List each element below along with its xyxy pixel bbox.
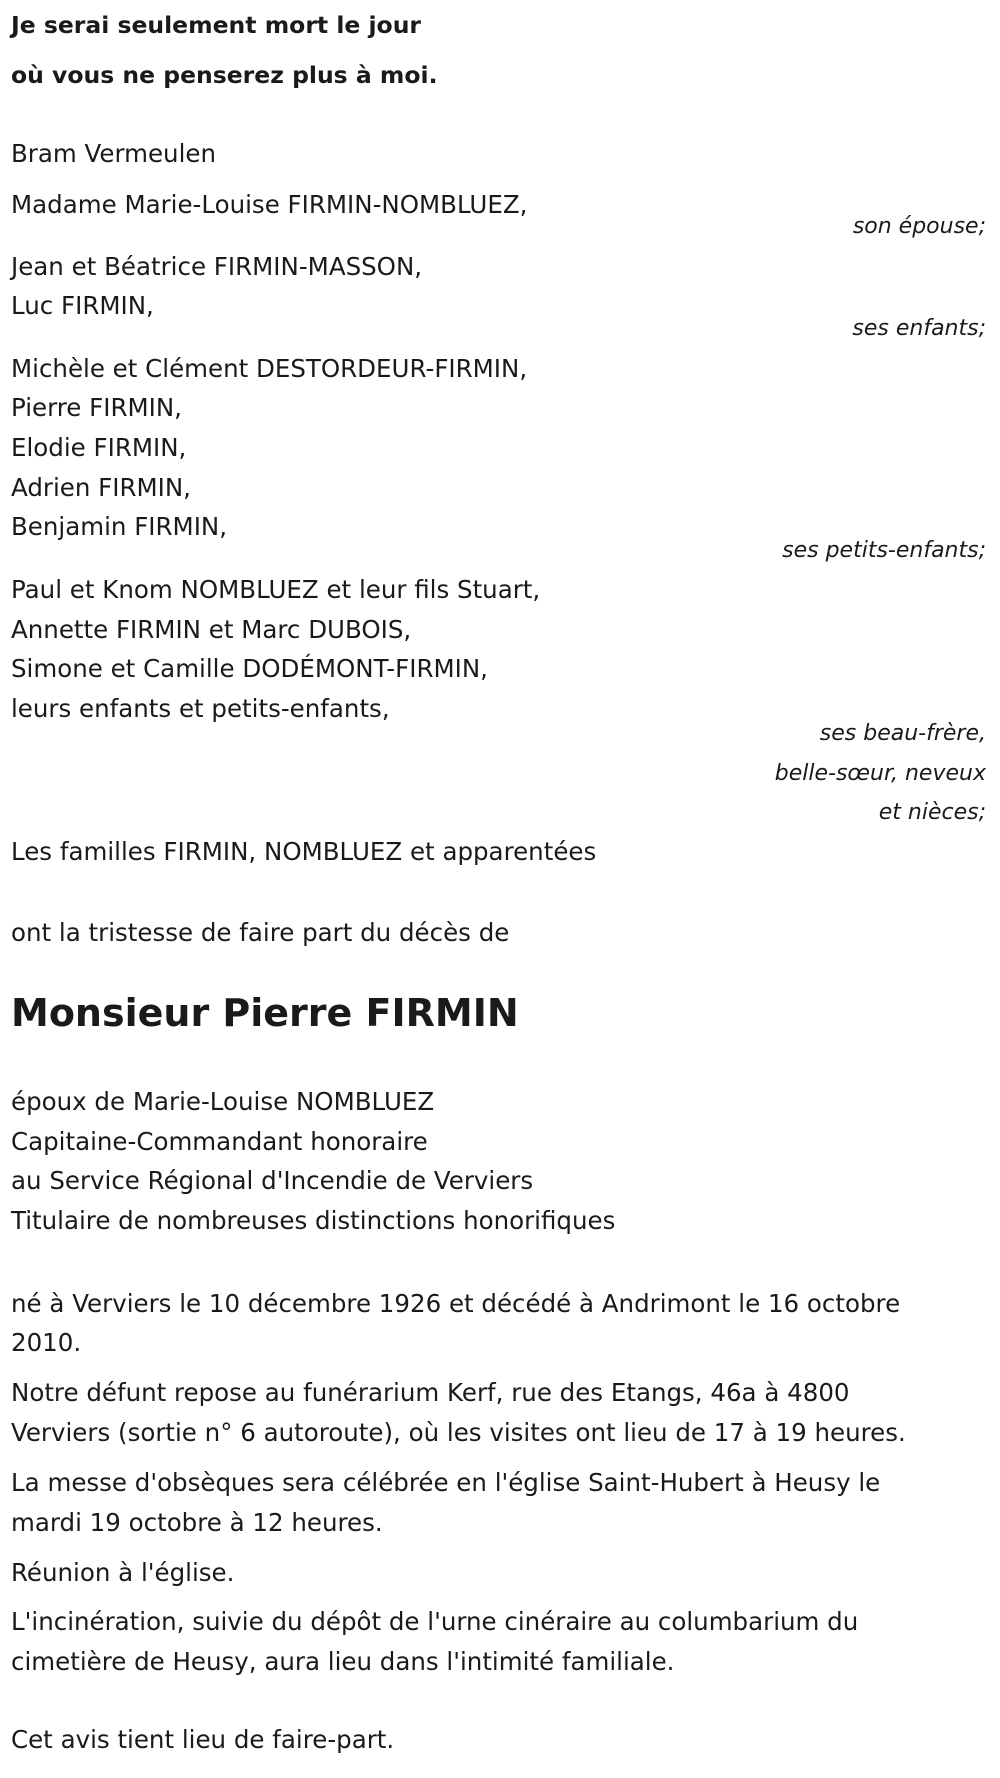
detail-line: Notre défunt repose au funérarium Kerf, rue des Etangs, 46a à 4800 bbox=[11, 1378, 850, 1407]
mourner-name: Bram Vermeulen bbox=[11, 139, 216, 168]
closing-note: Cet avis tient lieu de faire-part. bbox=[11, 1725, 395, 1754]
mourner-name: Luc FIRMIN, bbox=[11, 291, 154, 320]
detail-line: La messe d'obsèques sera célébrée en l'église Saint-Hubert à Heusy le bbox=[11, 1468, 881, 1497]
relation-label: ses petits-enfants; bbox=[782, 538, 986, 563]
detail-line: cimetière de Heusy, aura lieu dans l'intimité familiale. bbox=[11, 1647, 675, 1676]
relation-label: et nièces; bbox=[878, 800, 986, 825]
relation-label: belle-sœur, neveux bbox=[774, 761, 986, 786]
detail-line: né à Verviers le 10 décembre 1926 et décédé à Andrimont le 16 octobre bbox=[11, 1289, 901, 1318]
detail-line: L'incinération, suivie du dépôt de l'urne cinéraire au columbarium du bbox=[11, 1607, 859, 1636]
mourner-name: Benjamin FIRMIN, bbox=[11, 512, 228, 541]
title-line: époux de Marie-Louise NOMBLUEZ bbox=[11, 1087, 435, 1116]
announcement: ont la tristesse de faire part du décès de bbox=[11, 918, 510, 947]
families-line: Les familles FIRMIN, NOMBLUEZ et apparentées bbox=[11, 837, 597, 866]
relation-label: son épouse; bbox=[852, 214, 986, 239]
mourner-name: Adrien FIRMIN, bbox=[11, 473, 191, 502]
epigraph-line: Je serai seulement mort le jour bbox=[11, 11, 422, 39]
mourner-name: Paul et Knom NOMBLUEZ et leur fils Stuart, bbox=[11, 575, 541, 604]
title-line: Capitaine-Commandant honoraire bbox=[11, 1127, 428, 1156]
relation-label: ses enfants; bbox=[852, 316, 986, 341]
relation-label: ses beau-frère, bbox=[819, 721, 986, 746]
mourner-name: Pierre FIRMIN, bbox=[11, 393, 182, 422]
detail-line: Réunion à l'église. bbox=[11, 1558, 235, 1587]
title-line: Titulaire de nombreuses distinctions honorifiques bbox=[11, 1206, 616, 1235]
mourner-name: Michèle et Clément DESTORDEUR-FIRMIN, bbox=[11, 354, 528, 383]
mourner-name: Annette FIRMIN et Marc DUBOIS, bbox=[11, 615, 412, 644]
mourner-name: Elodie FIRMIN, bbox=[11, 433, 187, 462]
title-line: au Service Régional d'Incendie de Verviers bbox=[11, 1166, 534, 1195]
deceased-name: Monsieur Pierre FIRMIN bbox=[11, 991, 519, 1035]
mourner-name: leurs enfants et petits-enfants, bbox=[11, 694, 390, 723]
detail-line: Verviers (sortie n° 6 autoroute), où les visites ont lieu de 17 à 19 heures. bbox=[11, 1418, 906, 1447]
detail-line: mardi 19 octobre à 12 heures. bbox=[11, 1508, 383, 1537]
mourner-name: Jean et Béatrice FIRMIN-MASSON, bbox=[11, 252, 423, 281]
mourner-name: Madame Marie-Louise FIRMIN-NOMBLUEZ, bbox=[11, 190, 528, 219]
epigraph-line: où vous ne penserez plus à moi. bbox=[11, 61, 438, 89]
detail-line: 2010. bbox=[11, 1328, 82, 1357]
mourner-name: Simone et Camille DODÉMONT-FIRMIN, bbox=[11, 654, 488, 683]
